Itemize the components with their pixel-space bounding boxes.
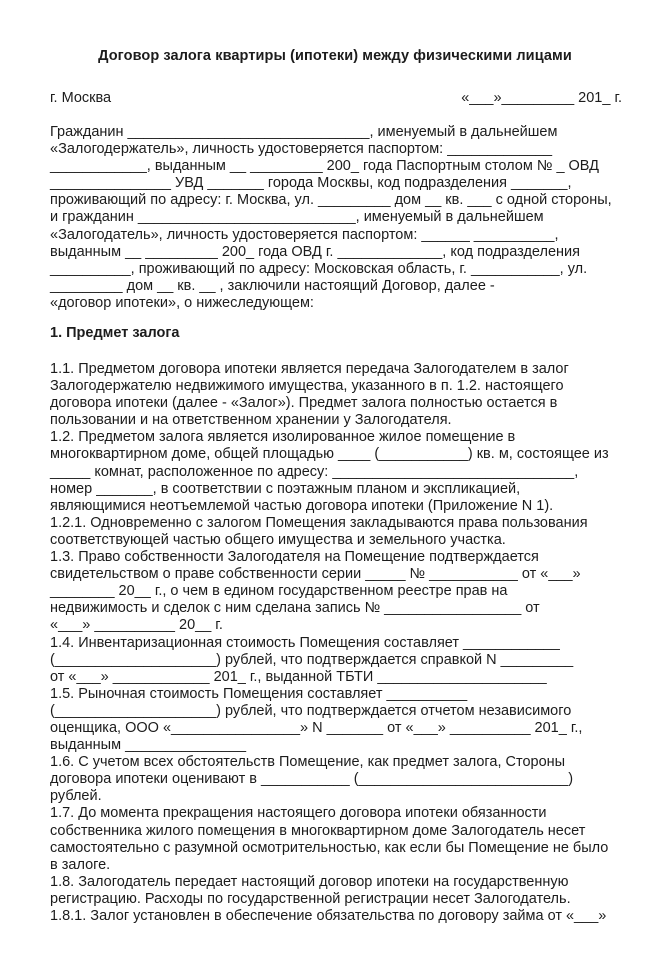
text-line: ________ 20__ г., о чем в едином государственном реестре прав на: [50, 583, 508, 600]
text-line: «___» __________ 20__ г.: [50, 617, 223, 634]
text-line: ____________, выданным __ _________ 200_ года Паспортным столом № _ ОВД: [50, 158, 599, 175]
text-line: в залоге.: [50, 856, 111, 873]
text-line: «договор ипотеки», о нижеследующем:: [50, 294, 314, 311]
text-line: номер _______, в соответствии с поэтажным планом и экспликацией,: [50, 480, 521, 497]
text-line: _______________ УВД _______ города Москвы, код подразделения _______,: [50, 175, 572, 192]
text-line: 1.1. Предметом договора ипотеки является передача Залогодателем в залог: [50, 361, 569, 377]
text-line: 1.2.1. Одновременно с залогом Помещения закладываются права пользования: [50, 514, 588, 531]
text-line: 1.8. Залогодатель передает настоящий договор ипотеки на государственную: [50, 873, 569, 890]
preamble-paragraph: [50, 124, 622, 312]
text-line: рублей.: [50, 788, 102, 805]
text-line: _________ дом __ кв. __ , заключили настоящий Договор, далее -: [50, 277, 495, 294]
text-line: 1.8.1. Залог установлен в обеспечение обязательства по договору займа от «___»: [50, 908, 607, 924]
text-line: 1.3. Право собственности Залогодателя на Помещение подтверждается: [50, 549, 539, 566]
text-line: и гражданин ___________________________, именуемый в дальнейшем: [50, 209, 544, 226]
text-line: договора ипотеки оценивают в ___________ (__________________________): [50, 771, 574, 788]
text-line: договора ипотеки (далее - «Залог»). Предмет залога полностью остается в: [50, 395, 558, 412]
text-line: 1.6. С учетом всех обстоятельств Помещение, как предмет залога, Стороны: [50, 754, 566, 771]
text-line: _____ комнат, расположенное по адресу: ______________________________,: [50, 463, 579, 480]
text-line: Залогодержателю недвижимого имущества, указанного в п. 1.2. настоящего: [50, 378, 564, 395]
section-body: [50, 361, 622, 925]
text-line: недвижимость и сделок с ним сделана запись № _________________ от: [50, 600, 540, 617]
text-line: «Залогодержатель», личность удостоверяется паспортом: _____________: [50, 141, 553, 158]
text-line: 1.2. Предметом залога является изолированное жилое помещение в: [50, 429, 516, 446]
text-line: выданным _______________: [50, 737, 247, 754]
text-line: регистрацию. Расходы по государственной регистрации несет Залогодатель.: [50, 890, 571, 907]
text-line: выданным __ _________ 200_ года ОВД г. _____________, код подразделения: [50, 243, 580, 260]
text-line: соответствующей частью общего имущества и земельного участка.: [50, 531, 506, 548]
text-line: __________, проживающий по адресу: Московская область, г. ___________, ул.: [50, 260, 588, 277]
text-line: (____________________) рублей, что подтверждается отчетом независимого: [50, 702, 572, 719]
text-line: являющимися неотъемлемой частью договора ипотеки (Приложение N 1).: [50, 497, 554, 514]
text-line: 1.7. До момента прекращения настоящего договора ипотеки обязанности: [50, 805, 547, 822]
text-line: свидетельством о праве собственности серии _____ № ___________ от «___»: [50, 566, 581, 583]
text-line: Гражданин ______________________________, именуемый в дальнейшем: [50, 124, 558, 140]
text-line: проживающий по адресу: г. Москва, ул. _________ дом __ кв. ___ с одной стороны,: [50, 192, 612, 209]
text-line: «Залогодатель», личность удостоверяется паспортом: ______ __________,: [50, 226, 559, 243]
text-line: самостоятельно с разумной осмотрительностью, как если бы Помещение не было: [50, 839, 609, 856]
text-line: многоквартирном доме, общей площадью ____ (___________) кв. м, состоящее из: [50, 446, 609, 463]
contract-city: г. Москва: [50, 90, 112, 106]
section-heading: 1. Предмет залога: [50, 325, 180, 341]
text-line: собственника жилого помещения в многоквартирном доме Залогодатель несет: [50, 822, 586, 839]
text-line: 1.4. Инвентаризационная стоимость Помещения составляет ____________: [50, 634, 560, 651]
text-line: 1.5. Рыночная стоимость Помещения составляет __________: [50, 685, 468, 702]
text-line: пользовании и на ответственном хранении у Залогодателя.: [50, 412, 452, 429]
contract-date: «___»_________ 201_ г.: [461, 90, 622, 106]
text-line: (____________________) рублей, что подтверждается справкой N _________: [50, 651, 574, 668]
text-line: оценщика, ООО «________________» N _______ от «___» __________ 201_ г.,: [50, 719, 583, 736]
text-line: от «___» ____________ 201_ г., выданной ТБТИ _____________________: [50, 668, 547, 685]
document-title: Договор залога квартиры (ипотеки) между физическими лицами: [98, 48, 572, 64]
